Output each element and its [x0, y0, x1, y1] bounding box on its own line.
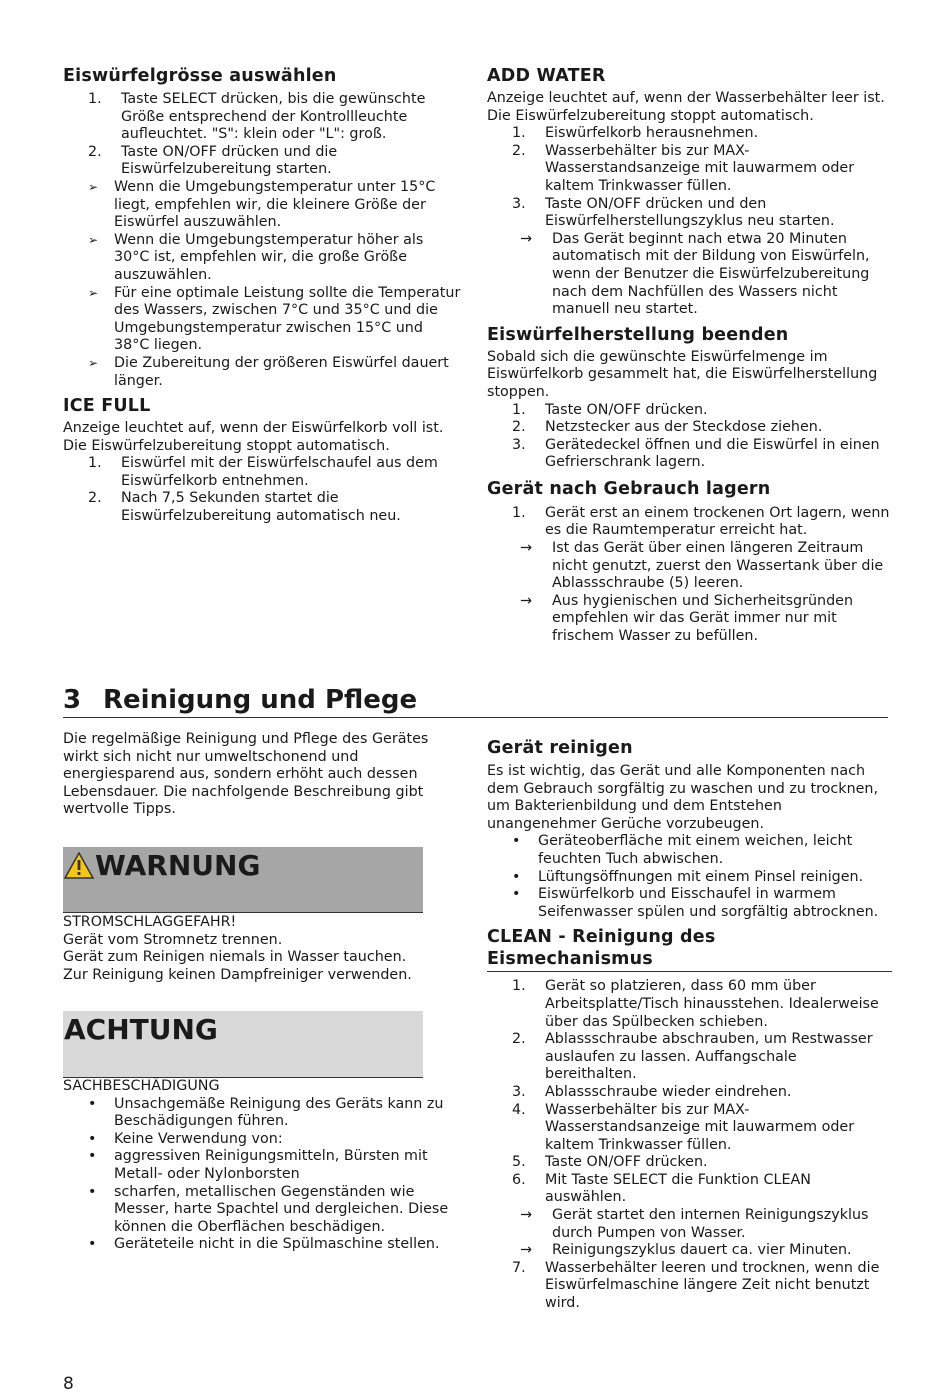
- section-ice-size: [63, 65, 461, 526]
- list-item: → Gerät startet den internen Reinigungszyklus durch Pumpen von Wasser.: [520, 1207, 869, 1241]
- section-number: 3: [63, 685, 82, 715]
- ice-full-intro-2: Die Eiswürfelzubereitung stoppt automatisch.: [63, 437, 390, 454]
- list-item: • Unsachgemäße Reinigung des Geräts kann zu Beschädigungen führen.: [88, 1095, 444, 1130]
- clean-mech-steps: [487, 978, 892, 1207]
- arrow-icon: →: [520, 540, 532, 557]
- list-item: 7. Wasserbehälter leeren und trocknen, wenn die Eiswürfelmaschine längere Zeit nicht benutzt wird.: [512, 1259, 880, 1312]
- caution-list: [63, 1096, 461, 1254]
- list-item: • Eiswürfelkorb und Eisschaufel in warmem Seifenwasser spülen und sorgfältig abtrocknen.: [512, 886, 879, 920]
- triangle-bullet-icon: ➢: [88, 232, 99, 247]
- ice-full-steps: [63, 455, 461, 525]
- list-item: 2. Nach 7,5 Sekunden startet die Eiswürfelzubereitung automatisch neu.: [88, 490, 401, 525]
- bullet-icon: •: [512, 833, 521, 850]
- store-steps: [487, 505, 892, 540]
- bullet-icon: •: [512, 886, 521, 903]
- bullet-icon: •: [88, 1183, 97, 1200]
- triangle-bullet-icon: ➢: [88, 355, 99, 370]
- clean-device-list: [487, 833, 892, 921]
- warning-text: [63, 914, 443, 984]
- arrow-icon: →: [520, 592, 532, 609]
- heading-store-device: Gerät nach Gebrauch lagern: [487, 478, 771, 499]
- list-item: • Geräteoberfläche mit einem weichen, leicht feuchten Tuch abwischen.: [512, 833, 853, 867]
- list-item: • Lüftungsöffnungen mit einem Pinsel reinigen.: [512, 868, 864, 885]
- care-intro: Die regelmäßige Reinigung und Pflege des Gerätes wirkt sich nicht nur umweltschonend und energiesparend aus, sondern erhöht auch dessen Lebensdauer. Die nachfolgende Beschreibung gibt wertvolle Tipps.: [63, 731, 429, 818]
- list-item: • Geräteteile nicht in die Spülmaschine stellen.: [88, 1236, 440, 1253]
- stop-ice-steps: [487, 402, 892, 472]
- section-heading-care: [63, 683, 888, 718]
- list-item: ➢ Wenn die Umgebungstemperatur höher als 30°C ist, empfehlen wir, die große Größe auszuwählen.: [88, 231, 424, 283]
- warning-line: Gerät vom Stromnetz trennen.: [63, 931, 283, 948]
- list-item: 3. Gerätedeckel öffnen und die Eiswürfel in einen Gefrierschrank lagern.: [512, 436, 880, 471]
- stop-ice-intro: Sobald sich die gewünschte Eiswürfelmenge im Eiswürfelkorb gesammelt hat, die Eiswürfelherstellung stoppen.: [487, 348, 878, 400]
- list-item: 1. Gerät so platzieren, dass 60 mm über Arbeitsplatte/Tisch hinausstehen. Idealerweise über das Spülbecken schieben.: [512, 978, 879, 1030]
- list-item: 1. Eiswürfel mit der Eiswürfelschaufel aus dem Eiswürfelkorb entnehmen.: [88, 455, 438, 489]
- add-water-result: → Das Gerät beginnt nach etwa 20 Minuten automatisch mit der Bildung von Eiswürfeln, wenn der Benutzer die Eiswürfelzubereitung nach dem Nachfüllen des Wassers nicht manuell neu startet.: [520, 230, 870, 318]
- list-item: 2. Netzstecker aus der Steckdose ziehen.: [512, 419, 823, 436]
- list-item: ➢ Die Zubereitung der größeren Eiswürfel dauert länger.: [88, 354, 449, 389]
- list-item: • scharfen, metallischen Gegenständen wie Messer, harte Spachtel und dergleichen. Diese können die Oberflächen beschädigen.: [88, 1183, 449, 1235]
- bullet-icon: •: [88, 1236, 97, 1253]
- list-item: 5. Taste ON/OFF drücken.: [512, 1154, 708, 1171]
- ice-full-intro-1: Anzeige leuchtet auf, wenn der Eiswürfelkorb voll ist.: [63, 420, 444, 437]
- caution-text: [63, 1078, 461, 1254]
- bullet-icon: •: [512, 868, 521, 885]
- caution-box: [63, 1011, 423, 1078]
- warning-line: STROMSCHLAGGEFAHR!: [63, 914, 237, 930]
- list-item: 2. Wasserbehälter bis zur MAX-Wasserstandsanzeige mit lauwarmem oder kaltem Trinkwasser füllen.: [512, 142, 855, 194]
- heading-add-water: ADD WATER: [487, 66, 606, 86]
- clean-device-intro: Es ist wichtig, das Gerät und alle Komponenten nach dem Gebrauch sorgfältig zu waschen und zu trocknen, um Bakterienbildung und dem Entstehen unangenehmer Gerüche vorzubeugen.: [487, 763, 879, 832]
- ice-size-steps: [63, 91, 461, 179]
- add-water-steps: [487, 125, 892, 231]
- heading-stop-ice: Eiswürfelherstellung beenden: [487, 324, 789, 345]
- list-item: 3. Ablassschraube wieder eindrehen.: [512, 1083, 792, 1100]
- list-item: ➢ Wenn die Umgebungstemperatur unter 15°C liegt, empfehlen wir, die kleinere Größe der Eiswürfel auszuwählen.: [88, 178, 436, 231]
- heading-ice-full: ICE FULL: [63, 396, 151, 417]
- section-title: Reinigung und Pflege: [103, 685, 418, 715]
- list-item: → Aus hygienischen und Sicherheitsgründen empfehlen wir das Gerät immer nur mit frischem Wasser zu befüllen.: [520, 592, 854, 645]
- page-number: 8: [63, 1374, 74, 1394]
- list-item: 2. Ablassschraube abschrauben, um Restwasser auslaufen zu lassen. Auffangschale bereithalten.: [512, 1031, 873, 1083]
- list-item: 1. Taste SELECT drücken, bis die gewünschte Größe entsprechend der Kontrollleuchte aufleuchtet. "S": klein oder "L": groß.: [88, 91, 426, 143]
- heading-clean-mech: CLEAN - Reinigung des Eismechanismus: [487, 926, 892, 972]
- caution-title: ACHTUNG: [64, 1013, 218, 1046]
- add-water-intro-1: Anzeige leuchtet auf, wenn der Wasserbehälter leer ist.: [487, 90, 885, 106]
- list-item: • aggressiven Reinigungsmitteln, Bürsten mit Metall- oder Nylonborsten: [88, 1148, 428, 1182]
- store-results: [487, 540, 892, 646]
- triangle-bullet-icon: ➢: [88, 179, 99, 194]
- list-item: → Ist das Gerät über einen längeren Zeitraum nicht genutzt, zuerst den Wassertank über die Ablassschraube (5) leeren.: [520, 540, 884, 592]
- list-item: • Keine Verwendung von:: [88, 1130, 283, 1147]
- bullet-icon: •: [88, 1130, 97, 1147]
- warning-icon: [64, 852, 94, 879]
- list-item: → Reinigungszyklus dauert ca. vier Minuten.: [520, 1242, 852, 1259]
- add-water-intro-2: Die Eiswürfelzubereitung stoppt automatisch.: [487, 107, 814, 124]
- section-clean-device: [487, 737, 892, 1313]
- section-add-water: [487, 65, 892, 646]
- list-item: 6. Mit Taste SELECT die Funktion CLEAN auswählen.: [512, 1171, 811, 1206]
- list-item: 3. Taste ON/OFF drücken und den Eiswürfelherstellungszyklus neu starten.: [512, 195, 835, 230]
- ice-size-notes: [63, 179, 461, 390]
- warning-line: Zur Reinigung keinen Dampfreiniger verwenden.: [63, 966, 412, 983]
- caution-subtitle: SACHBESCHÄDIGUNG: [63, 1078, 220, 1094]
- list-item: 1. Taste ON/OFF drücken.: [512, 401, 708, 418]
- warning-box: [63, 847, 423, 913]
- bullet-icon: •: [88, 1095, 97, 1112]
- list-item: 2. Taste ON/OFF drücken und die Eiswürfelzubereitung starten.: [88, 143, 338, 178]
- warning-line: Gerät zum Reinigen niemals in Wasser tauchen.: [63, 949, 407, 966]
- arrow-icon: →: [520, 1207, 532, 1224]
- list-item: 1. Eiswürfelkorb herausnehmen.: [512, 125, 759, 142]
- list-item: 1. Gerät erst an einem trockenen Ort lagern, wenn es die Raumtemperatur erreicht hat.: [512, 504, 890, 539]
- warning-title: WARNUNG: [95, 849, 261, 882]
- arrow-icon: →: [520, 1242, 532, 1259]
- heading-ice-size: Eiswürfelgrösse auswählen: [63, 66, 337, 86]
- clean-mech-results: [487, 1207, 892, 1260]
- heading-clean-device: Gerät reinigen: [487, 738, 633, 758]
- triangle-bullet-icon: ➢: [88, 285, 99, 300]
- list-item: 4. Wasserbehälter bis zur MAX-Wasserstandsanzeige mit lauwarmem oder kaltem Trinkwasser füllen.: [512, 1101, 855, 1153]
- clean-mech-steps-final: [487, 1260, 892, 1313]
- arrow-icon: →: [520, 230, 532, 247]
- list-item: ➢ Für eine optimale Leistung sollte die Temperatur des Wassers, zwischen 7°C und 35°C und die Umgebungstemperatur zwischen 15°C und 38°C liegen.: [88, 284, 461, 354]
- bullet-icon: •: [88, 1148, 97, 1165]
